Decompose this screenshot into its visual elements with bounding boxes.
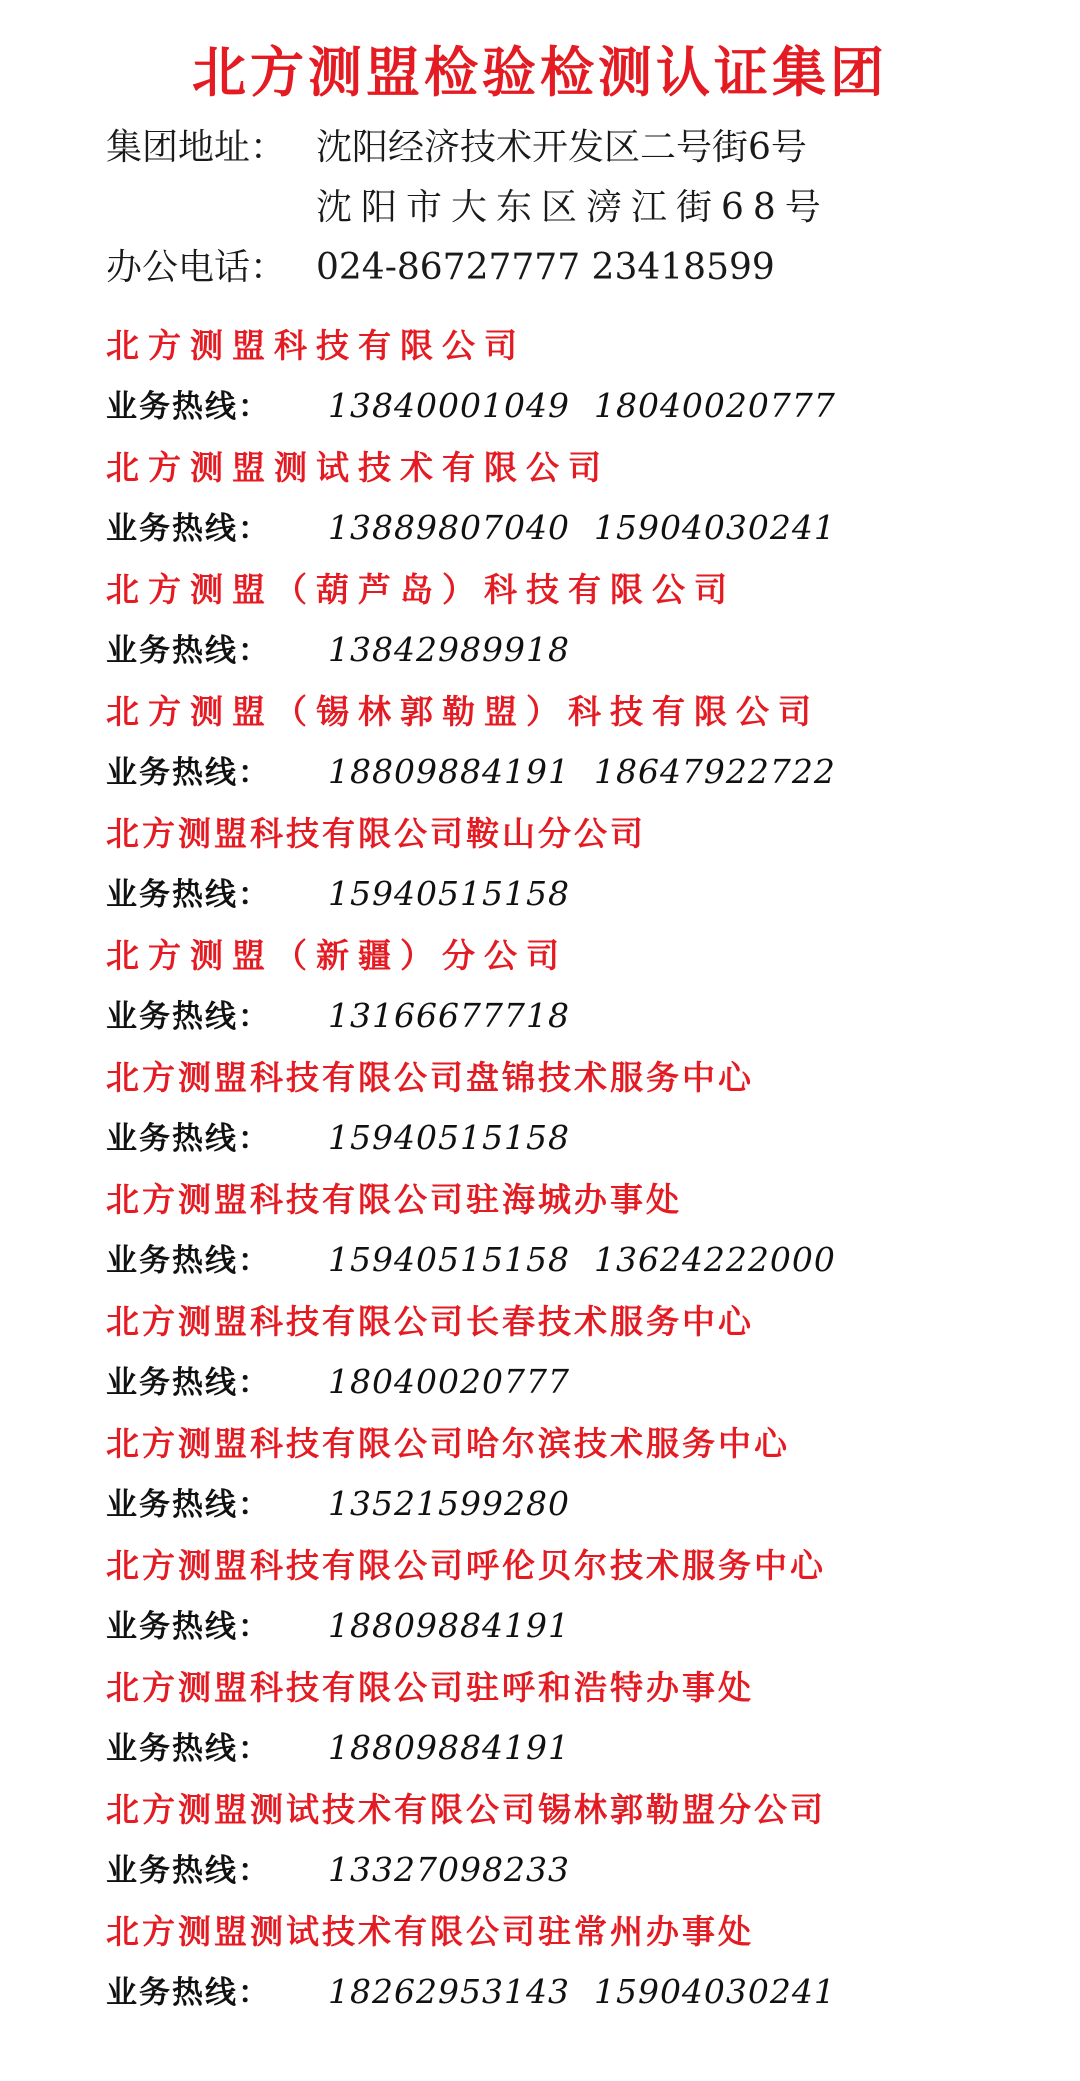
hotline-label: 业务热线： (106, 1487, 271, 1523)
hotline-label: 业务热线： (106, 1243, 271, 1279)
company-entry (106, 806, 1046, 928)
hotline-line (106, 988, 1046, 1050)
hotline-number: 15904030241 (593, 508, 836, 547)
address-line-1 (106, 118, 1006, 178)
company-name: 北方测盟（葫芦岛）科技有限公司 (106, 570, 736, 609)
hotline-line (106, 1720, 1046, 1782)
company-name: 北方测盟科技有限公司 (106, 326, 526, 365)
hotline-label: 业务热线： (106, 511, 271, 547)
hotline-label: 业务热线： (106, 633, 271, 669)
company-entry (106, 1050, 1046, 1172)
hotline-label: 业务热线： (106, 877, 271, 913)
hotline-number: 13842989918 (328, 630, 570, 669)
company-name: 北方测盟测试技术有限公司驻常州办事处 (106, 1912, 754, 1951)
hotline-number: 15940515158 (328, 874, 570, 913)
company-name: 北方测盟测试技术有限公司 (106, 448, 610, 487)
hotline-number: 13327098233 (328, 1850, 570, 1889)
company-entry (106, 562, 1046, 684)
hotline-number: 18040020777 (328, 1362, 570, 1401)
address-label: 集团地址： (106, 127, 287, 168)
company-entry (106, 684, 1046, 806)
hotline-number: 18809884191 (328, 1728, 570, 1767)
company-name: 北方测盟科技有限公司呼伦贝尔技术服务中心 (106, 1546, 826, 1585)
hotline-label: 业务热线： (106, 1121, 271, 1157)
group-contact-block (106, 118, 1006, 298)
company-entry (106, 1172, 1046, 1294)
company-entry (106, 1904, 1046, 2026)
hotline-line (106, 1842, 1046, 1904)
company-entry (106, 1294, 1046, 1416)
hotline-number: 18809884191 (328, 752, 570, 791)
hotline-number: 18809884191 (328, 1606, 570, 1645)
company-entry (106, 1416, 1046, 1538)
hotline-line (106, 1476, 1046, 1538)
hotline-line (106, 1964, 1046, 2026)
hotline-number: 15904030241 (593, 1972, 836, 2011)
company-name: 北方测盟科技有限公司驻海城办事处 (106, 1180, 682, 1219)
company-list (106, 318, 1046, 2026)
hotline-line (106, 1598, 1046, 1660)
company-name: 北方测盟（锡林郭勒盟）科技有限公司 (106, 692, 820, 731)
company-entry (106, 1660, 1046, 1782)
office-phone-line (106, 238, 1006, 298)
company-name: 北方测盟（新疆）分公司 (106, 936, 568, 975)
hotline-line (106, 1354, 1046, 1416)
company-entry (106, 318, 1046, 440)
hotline-number: 13521599280 (328, 1484, 570, 1523)
hotline-line (106, 744, 1046, 806)
hotline-line (106, 1110, 1046, 1172)
company-name: 北方测盟测试技术有限公司锡林郭勒盟分公司 (106, 1790, 826, 1829)
hotline-label: 业务热线： (106, 1853, 271, 1889)
office-phone-value: 024-86727777 23418599 (316, 247, 775, 288)
company-name: 北方测盟科技有限公司哈尔滨技术服务中心 (106, 1424, 790, 1463)
hotline-line (106, 866, 1046, 928)
company-name: 北方测盟科技有限公司鞍山分公司 (106, 814, 646, 853)
hotline-number: 13166677718 (328, 996, 570, 1035)
hotline-number: 18262953143 (328, 1972, 570, 2011)
company-name: 北方测盟科技有限公司长春技术服务中心 (106, 1302, 754, 1341)
hotline-label: 业务热线： (106, 1731, 271, 1767)
hotline-number: 15940515158 (328, 1240, 570, 1279)
hotline-number: 15940515158 (328, 1118, 570, 1157)
hotline-number: 13840001049 (328, 386, 570, 425)
hotline-label: 业务热线： (106, 999, 271, 1035)
address-value-1: 沈阳经济技术开发区二号街6号 (316, 127, 807, 168)
hotline-number: 18040020777 (593, 386, 836, 425)
hotline-line (106, 1232, 1046, 1294)
hotline-number: 13624222000 (593, 1240, 836, 1279)
company-name: 北方测盟科技有限公司盘锦技术服务中心 (106, 1058, 754, 1097)
hotline-line (106, 500, 1046, 562)
hotline-number: 18647922722 (593, 752, 836, 791)
company-entry (106, 440, 1046, 562)
company-name: 北方测盟科技有限公司驻呼和浩特办事处 (106, 1668, 754, 1707)
address-value-2: 沈阳市大东区滂江街68号 (316, 187, 830, 228)
hotline-label: 业务热线： (106, 1609, 271, 1645)
office-phone-label: 办公电话： (106, 247, 287, 288)
address-line-2 (106, 178, 1006, 238)
company-entry (106, 1782, 1046, 1904)
hotline-label: 业务热线： (106, 1365, 271, 1401)
company-entry (106, 928, 1046, 1050)
group-title: 北方测盟检验检测认证集团 (192, 41, 888, 104)
hotline-line (106, 378, 1046, 440)
hotline-line (106, 622, 1046, 684)
hotline-number: 13889807040 (328, 508, 570, 547)
hotline-label: 业务热线： (106, 755, 271, 791)
company-entry (106, 1538, 1046, 1660)
hotline-label: 业务热线： (106, 1975, 271, 2011)
hotline-label: 业务热线： (106, 389, 271, 425)
